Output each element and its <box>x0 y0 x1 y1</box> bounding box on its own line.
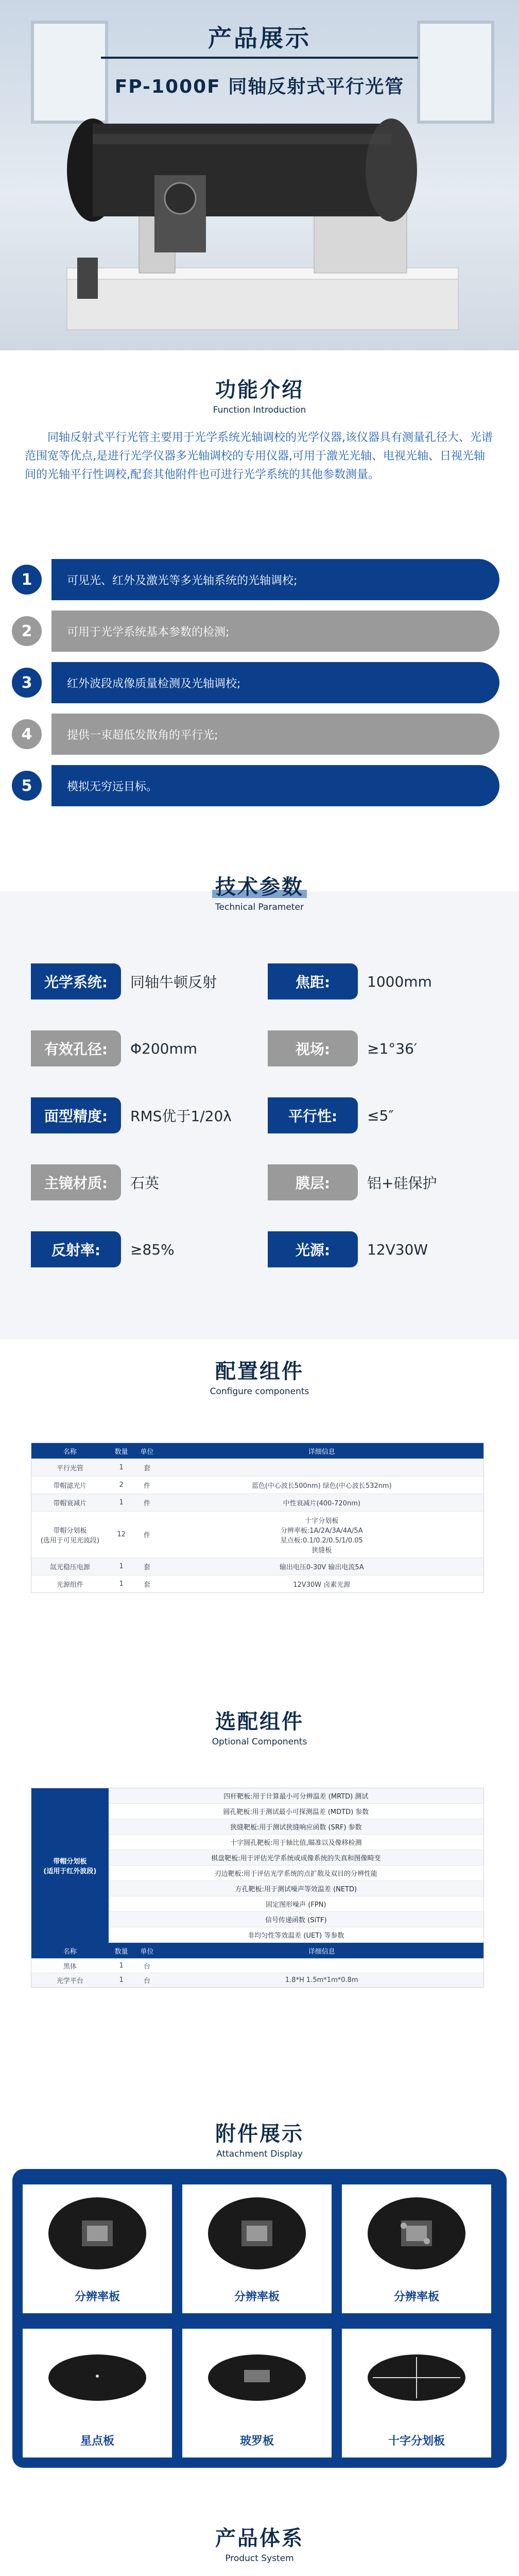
optional-item: 棋盘靶板:用于评估光学系统或成像系统的失真和图像畸变 <box>109 1850 483 1866</box>
section-title-text: 功能介绍 <box>212 374 307 403</box>
table-cell: 12 <box>117 1531 126 1538</box>
section-subtitle-text: Attachment Display <box>216 2149 303 2159</box>
table-row <box>31 1494 483 1511</box>
table-cell: 光学平台 <box>56 1977 83 1985</box>
hero-title: 产品展示 <box>208 24 311 52</box>
section-title-system <box>0 2522 519 2564</box>
feature-item <box>0 605 519 657</box>
attachment-label: 分辨率板 <box>393 2291 439 2303</box>
attachment-label: 玻罗板 <box>239 2435 274 2448</box>
param-label: 视场: <box>268 1030 358 1066</box>
param-value: 同轴牛顿反射 <box>130 974 217 991</box>
table-cell: 带帽衰减片 <box>53 1500 87 1507</box>
optional-item: 十字圆孔靶板:用于轴比值,瞄准以及像移检测 <box>109 1835 483 1850</box>
section-subtitle-text: Configure components <box>210 1386 309 1397</box>
table-row <box>31 1973 483 1987</box>
param-label: 焦距: <box>268 963 358 999</box>
feature-number: 2 <box>10 615 43 648</box>
attachment-label: 分辨率板 <box>234 2291 280 2303</box>
section-title-params <box>0 871 519 912</box>
section-title-text: 配置组件 <box>212 1355 307 1384</box>
table-cell: 输出电压0-30V 输出电流5A <box>279 1564 364 1571</box>
section-title-text: 附件展示 <box>212 2117 307 2147</box>
table-row <box>31 1459 483 1476</box>
table-cell: 台 <box>144 1977 151 1985</box>
table-header <box>31 1943 483 1958</box>
attachment-label: 星点板 <box>80 2435 114 2448</box>
table-cell: 2 <box>119 1481 124 1489</box>
table-cell: 套 <box>144 1564 151 1571</box>
attachment-card <box>182 2184 332 2313</box>
table-cell: 套 <box>144 1465 151 1472</box>
param-value: ≥85% <box>130 1241 175 1258</box>
table-cell <box>160 1459 483 1476</box>
param-row <box>31 1030 494 1066</box>
table-row <box>31 1557 483 1575</box>
feature-item <box>0 760 519 811</box>
table-header-cell: 数量 <box>114 1448 128 1456</box>
reticle-disc-image <box>342 2184 491 2277</box>
param-row <box>31 1164 494 1200</box>
section-subtitle-text: Function Introduction <box>213 405 306 415</box>
attachment-card <box>23 2184 172 2313</box>
optional-item: 四杆靶板:用于计算最小可分辨温差 (MRTD) 测试 <box>109 1788 483 1804</box>
table-cell: 12V30W 卤素光源 <box>293 1581 351 1589</box>
attachment-card <box>182 2329 332 2458</box>
param-label: 面型精度: <box>31 1097 121 1133</box>
table-cell: 中性衰减片(400-720nm) <box>283 1500 360 1507</box>
attachment-card <box>342 2329 491 2458</box>
table-header-cell: 单位 <box>140 1947 154 1956</box>
section-title-attachments <box>0 2117 519 2159</box>
optional-item: 狭缝靶板:用于测试狭缝响应函数 (SRF) 参数 <box>109 1819 483 1835</box>
feature-text: 提供一束超低发散角的平行光; <box>51 714 499 755</box>
section-title-text: 技术参数 <box>212 871 307 900</box>
optional-item: 方孔靶板:用于测试噪声等效温差 (NETD) <box>109 1881 483 1896</box>
param-value: 石英 <box>130 1175 160 1192</box>
section-title-optional <box>0 1705 519 1747</box>
table-cell: 套 <box>144 1581 151 1589</box>
param-value: RMS优于1/20λ <box>130 1108 232 1125</box>
collimator-image <box>46 103 474 340</box>
table-cell: 件 <box>144 1500 151 1507</box>
feature-text: 模拟无穷远目标。 <box>51 765 499 806</box>
table-header <box>31 1443 483 1459</box>
hero-subtitle: FP-1000F 同轴反射式平行光管 <box>114 76 405 97</box>
reticle-disc-image <box>182 2184 332 2277</box>
table-cell <box>160 1959 483 1973</box>
reticle-disc-image <box>23 2184 172 2277</box>
table-cell: 1 <box>119 1464 124 1471</box>
table-cell: 1 <box>119 1499 124 1506</box>
attachment-label: 分辨率板 <box>74 2291 120 2303</box>
feature-number: 3 <box>10 666 43 699</box>
table-cell: 十字分划板 分辨率板:1A/2A/3A/4A/5A 星点板:0.1/0.2/0.5/1/0.05 狭缝板 <box>280 1517 363 1554</box>
table-header-cell: 详细信息 <box>308 1448 335 1456</box>
attachment-card <box>23 2329 172 2458</box>
table-cell: 1.8*H 1.5m*1m*0.8m <box>285 1976 358 1984</box>
section-title-text: 选配组件 <box>212 1705 307 1735</box>
feature-number: 4 <box>10 718 43 751</box>
param-value: 12V30W <box>367 1241 428 1258</box>
table-cell: 氙光稳压电源 <box>49 1564 90 1571</box>
optional-group-items <box>109 1788 483 1943</box>
feature-text: 可见光、红外及激光等多光轴系统的光轴调校; <box>51 559 499 600</box>
param-label: 光源: <box>268 1231 358 1267</box>
section-title-text: 产品体系 <box>212 2522 307 2551</box>
param-value: Φ200mm <box>130 1040 198 1057</box>
param-value: ≤5″ <box>367 1107 394 1124</box>
param-label: 有效孔径: <box>31 1030 121 1066</box>
param-row <box>31 963 494 999</box>
table-cell: 平行光管 <box>56 1465 83 1472</box>
optional-item: 非均匀性等效温差 (UET) 等参数 <box>109 1927 483 1943</box>
feature-item <box>0 657 519 708</box>
table-cell: 1 <box>119 1563 124 1570</box>
param-label: 平行性: <box>268 1097 358 1133</box>
param-label: 主镜材质: <box>31 1164 121 1200</box>
optional-item: 信号传递函数 (SiTF) <box>109 1912 483 1927</box>
table-cell: 台 <box>144 1963 151 1971</box>
section-title-function <box>0 374 519 415</box>
param-label: 反射率: <box>31 1231 121 1267</box>
optional-group-label: 带帽分划板 (适用于红外波段) <box>31 1788 109 1943</box>
param-row <box>31 1231 494 1267</box>
table-header-cell: 详细信息 <box>308 1947 335 1956</box>
table-cell: 件 <box>144 1532 151 1539</box>
optional-item: 圆孔靶板:用于测试最小可探测温差 (MDTD) 参数 <box>109 1804 483 1819</box>
table-row <box>31 1958 483 1973</box>
feature-number: 1 <box>10 563 43 596</box>
param-value: 1000mm <box>367 973 432 990</box>
param-label: 膜层: <box>268 1164 358 1200</box>
section-subtitle-text: Product System <box>225 2553 294 2564</box>
param-value: ≥1°36′ <box>367 1040 418 1057</box>
attachment-card <box>342 2184 491 2313</box>
table-cell: 带帽分划板 (选用于可见光波段) <box>40 1527 99 1545</box>
feature-text: 红外波段成像质量检测及光轴调校; <box>51 662 499 703</box>
table-cell: 件 <box>144 1482 151 1490</box>
reticle-disc-image <box>23 2329 172 2421</box>
hero-banner <box>0 0 519 350</box>
hero-divider <box>101 57 418 59</box>
feature-item <box>0 708 519 760</box>
table-cell: 黑体 <box>63 1963 77 1971</box>
section-subtitle-text: Technical Parameter <box>215 902 304 912</box>
table-cell: 1 <box>119 1976 124 1984</box>
feature-text: 可用于光学系统基本参数的检测; <box>51 611 499 652</box>
table-header-cell: 单位 <box>140 1448 154 1456</box>
optional-item: 固定图形噪声 (FPN) <box>109 1896 483 1912</box>
section-title-config <box>0 1355 519 1397</box>
table-cell: 1 <box>119 1580 124 1588</box>
table-cell: 蓝色(中心波长500nm) 绿色(中心波长532nm) <box>251 1482 392 1490</box>
function-intro-text: 同轴反射式平行光管主要用于光学系统光轴调校的光学仪器,该仪器具有测量孔径大、光谱范围宽等优点,是进行光学仪器多光轴调校的专用仪器,可用于激光光轴、电视光轴、日视光轴间的光轴平行性调校,配套其他附件也可进行光学系统的其他参数测量。 <box>25 431 493 481</box>
optional-item: 刃边靶板:用于评估光学系统的点扩散及双目的分辨性能 <box>109 1866 483 1881</box>
table-header-cell: 名称 <box>63 1947 77 1956</box>
reticle-disc-image <box>342 2329 491 2421</box>
optional-group <box>31 1788 483 1943</box>
param-row <box>31 1097 494 1133</box>
config-table <box>31 1443 484 1593</box>
table-row <box>31 1476 483 1494</box>
feature-item <box>0 554 519 605</box>
table-cell: 带帽滤光片 <box>53 1482 87 1490</box>
table-cell: 光源组件 <box>56 1581 83 1589</box>
attachment-gallery <box>12 2169 507 2468</box>
table-row <box>31 1575 483 1592</box>
reticle-disc-image <box>182 2329 332 2421</box>
section-subtitle-text: Optional Components <box>212 1737 307 1747</box>
param-label: 光学系统: <box>31 963 121 999</box>
table-header-cell: 名称 <box>63 1448 77 1456</box>
table-cell: 1 <box>119 1962 124 1970</box>
feature-number: 5 <box>10 769 43 802</box>
params-panel <box>0 891 519 1340</box>
param-value: 铝+硅保护 <box>367 1175 437 1192</box>
table-row <box>31 1511 483 1557</box>
optional-table <box>31 1788 484 1988</box>
table-header-cell: 数量 <box>114 1947 128 1956</box>
attachment-label: 十字分划板 <box>388 2435 445 2448</box>
